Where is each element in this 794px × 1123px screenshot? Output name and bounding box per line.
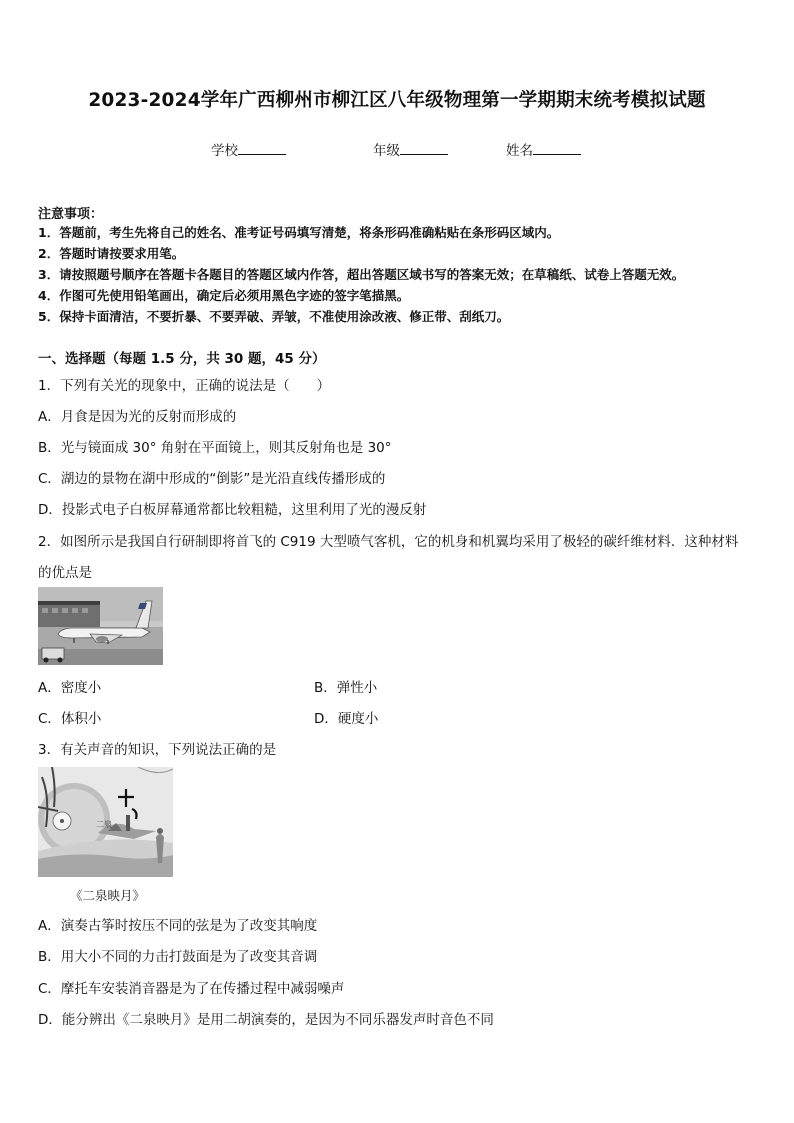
q2-stem-line1: 2．如图所示是我国自行研制即将首飞的 C919 大型喷气客机，它的机身和机翼均采用了极轻的碳纤维材料．这种材料 [38,534,739,550]
note-item-1: 1．答题前，考生先将自己的姓名、准考证号码填写清楚，将条形码准确粘贴在条形码区域内。 [38,225,560,240]
school-blank [238,142,286,155]
q2-stem-line2: 的优点是 [38,565,92,581]
q1-option-c: C．湖边的景物在湖中形成的“倒影”是光沿直线传播形成的 [38,471,386,487]
q2-option-c: C．体积小 [38,711,102,727]
erquan-yingyue-image [38,767,173,877]
q1-option-b: B．光与镜面成 30° 角射在平面镜上，则其反射角也是 30° [38,440,392,456]
q3-option-c: C．摩托车安装消音器是为了在传播过程中减弱噪声 [38,981,345,997]
name-label: 姓名 [506,143,533,159]
airplane-photo [38,587,163,665]
q3-option-d: D．能分辨出《二泉映月》是用二胡演奏的，是因为不同乐器发声时音色不同 [38,1012,494,1028]
name-field [506,139,581,159]
q1-option-a: A．月食是因为光的反射而形成的 [38,409,237,425]
name-blank [533,142,581,155]
school-label: 学校 [211,143,238,159]
note-item-2: 2．答题时请按要求用笔。 [38,246,185,261]
q3-option-b: B．用大小不同的力击打鼓面是为了改变其音调 [38,949,318,965]
q3-stem: 3．有关声音的知识，下列说法正确的是 [38,742,277,758]
q2-option-b: B．弹性小 [314,680,378,696]
svg-text:二泉: 二泉 [96,820,112,829]
note-item-5: 5．保持卡面清洁，不要折暴、不要弄破、弄皱，不准使用涂改液、修正带、刮纸刀。 [38,309,510,324]
exam-title: 2023-2024学年广西柳州市柳江区八年级物理第一学期期末统考模拟试题 [88,90,706,111]
notes-heading: 注意事项： [38,207,104,222]
q2-option-d: D．硬度小 [314,711,379,727]
image-caption: 《二泉映月》 [70,888,146,903]
q1-stem: 1．下列有关光的现象中，正确的说法是（ ） [38,378,331,394]
note-item-4: 4．作图可先使用铅笔画出，确定后必须用黑色字迹的签字笔描黑。 [38,288,410,303]
section-heading: 一、选择题（每题 1.5 分，共 30 题，45 分） [38,351,326,367]
q2-option-a: A．密度小 [38,680,102,696]
note-item-3: 3．请按照题号顺序在答题卡各题目的答题区域内作答，超出答题区域书写的答案无效；在草稿纸、试卷上答题无效。 [38,267,685,282]
q3-option-a: A．演奏古筝时按压不同的弦是为了改变其响度 [38,918,318,934]
grade-blank [400,142,448,155]
grade-field [373,139,448,159]
school-field [211,139,286,159]
q1-option-d: D．投影式电子白板屏幕通常都比较粗糙，这里利用了光的漫反射 [38,502,427,518]
grade-label: 年级 [373,143,400,159]
